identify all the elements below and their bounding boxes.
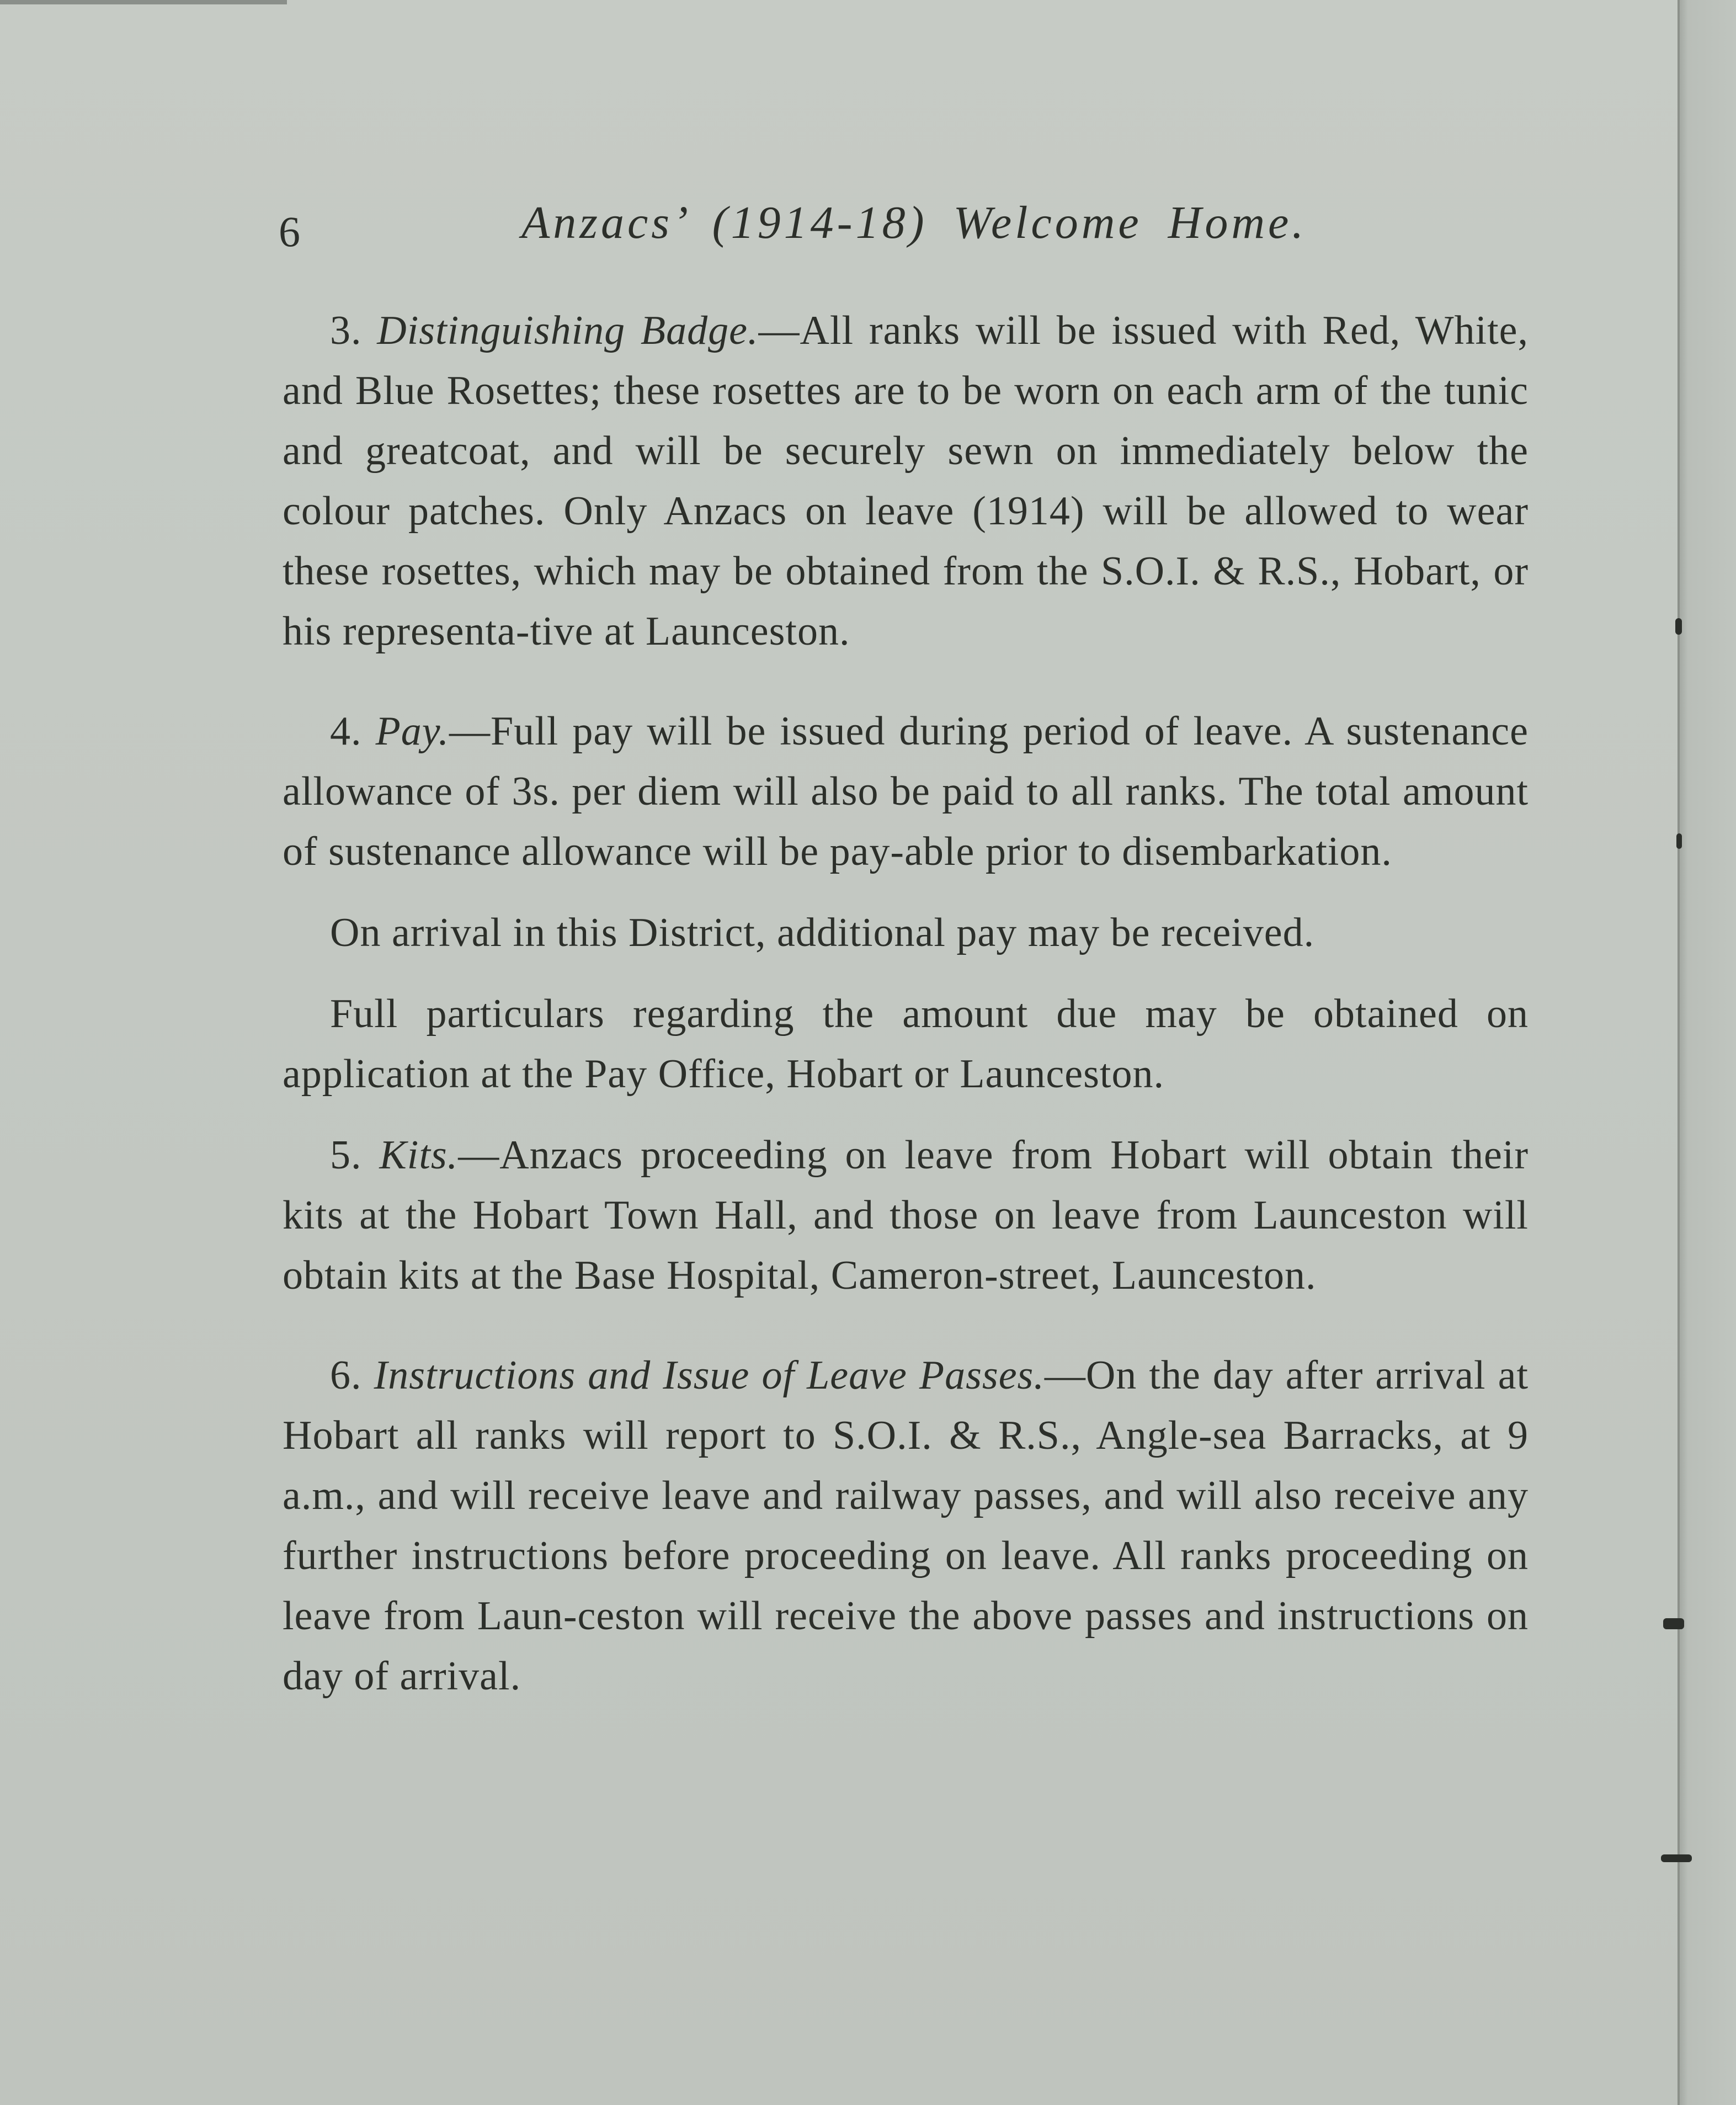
section-number: 4.: [330, 709, 362, 754]
section-heading: Distinguishing Badge.: [377, 308, 759, 353]
section-heading: Kits.: [379, 1133, 459, 1178]
paragraph-text: On arrival in this District, additional pay may be received.: [330, 910, 1315, 955]
document-body: [283, 301, 1529, 1707]
page-number: 6: [279, 208, 300, 256]
binding-edge-line: [1678, 0, 1680, 2105]
pay-particulars-paragraph: [283, 984, 1529, 1104]
section-3-paragraph: [283, 301, 1529, 662]
adjacent-page-edge: [1678, 0, 1736, 2105]
top-shadow: [0, 0, 287, 4]
pay-arrival-paragraph: [283, 903, 1529, 963]
section-6-paragraph: [283, 1346, 1529, 1707]
section-number: 3.: [330, 308, 362, 353]
edge-speck: [1661, 1854, 1692, 1862]
edge-speck: [1675, 618, 1682, 635]
edge-speck: [1663, 1618, 1684, 1629]
section-number: 6.: [330, 1353, 362, 1398]
running-title: Anzacs’ (1914-18) Welcome Home.: [521, 197, 1307, 248]
paragraph-text: Full particulars regarding the amount due may be obtained on application at the Pay Office, Hobart or Launceston.: [283, 991, 1529, 1097]
section-text: —All ranks will be issued with Red, White, and Blue Rosettes; these rosettes are to be worn on each arm of the tunic and greatcoat, and will be securely sewn on immediately below the colour patches. Only Anzacs on leave (1914) will be allowed to wear these rosettes, which may be obtained from the S.O.I. & R.S., Hobart, or his representa-tive at Launceston.: [283, 308, 1529, 654]
section-text: —On the day after arrival at Hobart all ranks will report to S.O.I. & R.S., Angle-sea Barracks, at 9 a.m., and will receive leave and railway passes, and will also receive any further instructions before proceeding on leave. All ranks proceeding on leave from Laun-ceston will receive the above passes and instructions on day of arrival.: [283, 1353, 1529, 1699]
section-heading: Pay.: [375, 709, 450, 754]
section-text: —Full pay will be issued during period of leave. A sustenance allowance of 3s. per diem will also be paid to all ranks. The total amount of sustenance allowance will be pay-able prior to disembarkation.: [283, 709, 1529, 874]
edge-speck: [1676, 833, 1682, 849]
section-text: —Anzacs proceeding on leave from Hobart will obtain their kits at the Hobart Town Hall, and those on leave from Launceston will obtain kits at the Base Hospital, Cameron-street, Launceston.: [283, 1133, 1529, 1298]
section-heading: Instructions and Issue of Leave Passes.: [374, 1353, 1045, 1398]
section-4-paragraph: [283, 701, 1529, 882]
section-number: 5.: [330, 1133, 362, 1178]
section-5-paragraph: [283, 1125, 1529, 1306]
page-header: [279, 196, 1529, 268]
